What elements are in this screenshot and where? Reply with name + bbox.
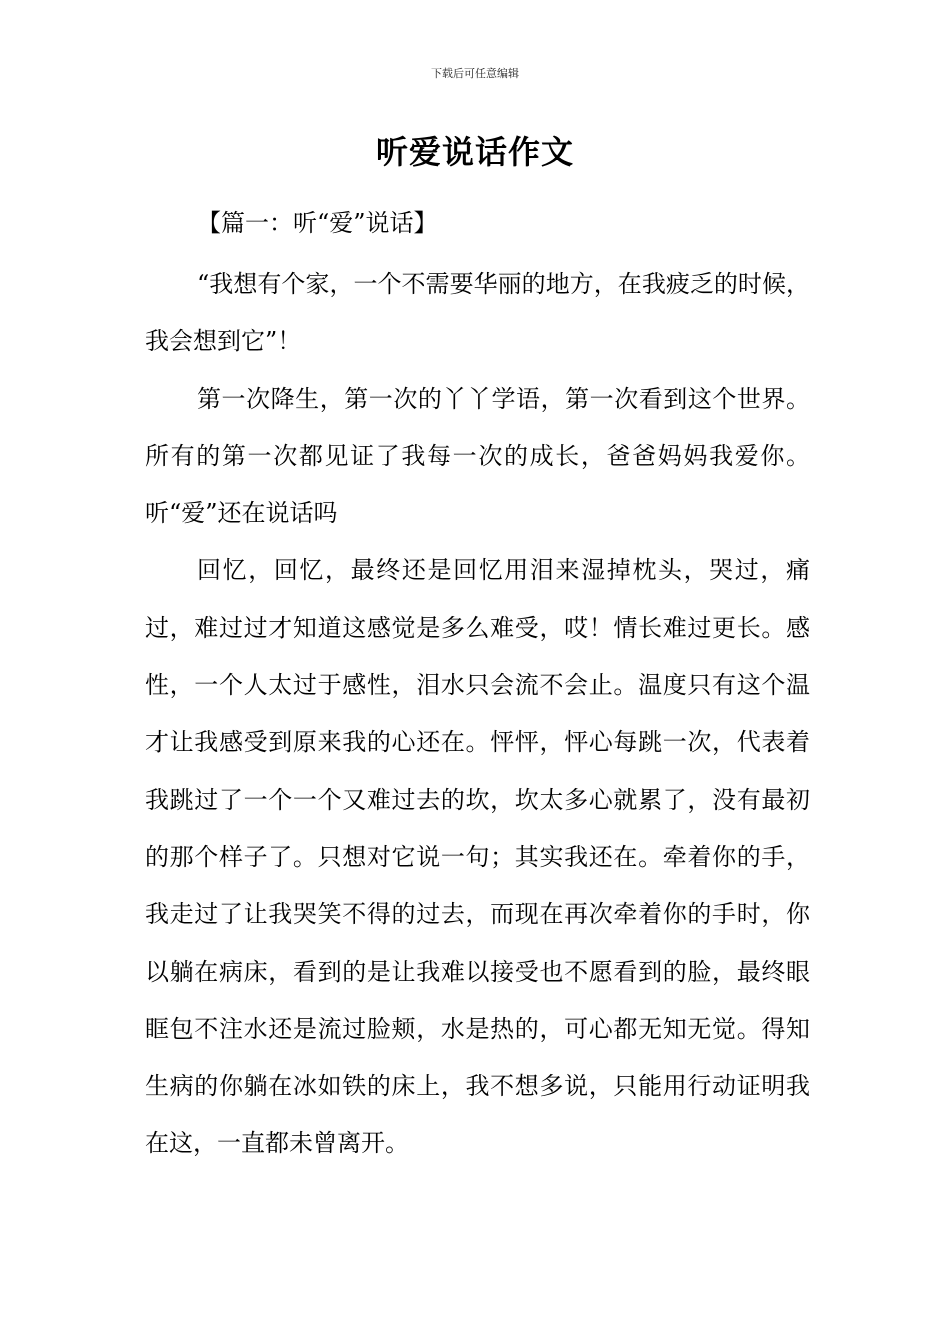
document-title: 听爱说话作文: [375, 133, 574, 171]
paragraph-3: 回忆，回忆，最终还是回忆用泪来湿掉枕头，哭过，痛过，难过过才知道这感觉是多么难受，哎！情长难过更长。感性，一个人太过于感性，泪水只会流不会止。温度只有这个温才让我感受到原来我的心还在。怦怦，怦心每跳一次，代表着我跳过了一个一个又难过去的坎，坎太多心就累了，没有最初的那个样子了。只想对它说一句；其实我还在。牵着你的手，我走过了让我哭笑不得的过去，而现在再次牵着你的手时，你以躺在病床，看到的是让我难以接受也不愿看到的脸，最终眼眶包不注水还是流过脸颊，水是热的，可心都无知无觉。得知生病的你躺在冰如铁的床上，我不想多说，只能用行动证明我在这，一直都未曾离开。: [145, 556, 810, 1158]
section-heading: 【篇一：听“爱”说话】: [197, 209, 438, 237]
header-note: 下载后可任意编辑: [431, 67, 519, 80]
paragraph-1: “我想有个家，一个不需要华丽的地方，在我疲乏的时候，我会想到它”！: [145, 270, 810, 356]
body-text: [145, 256, 810, 1173]
paragraph-2: 第一次降生，第一次的丫丫学语，第一次看到这个世界。所有的第一次都见证了我每一次的成长，爸爸妈妈我爱你。听“爱”还在说话吗: [145, 384, 810, 528]
